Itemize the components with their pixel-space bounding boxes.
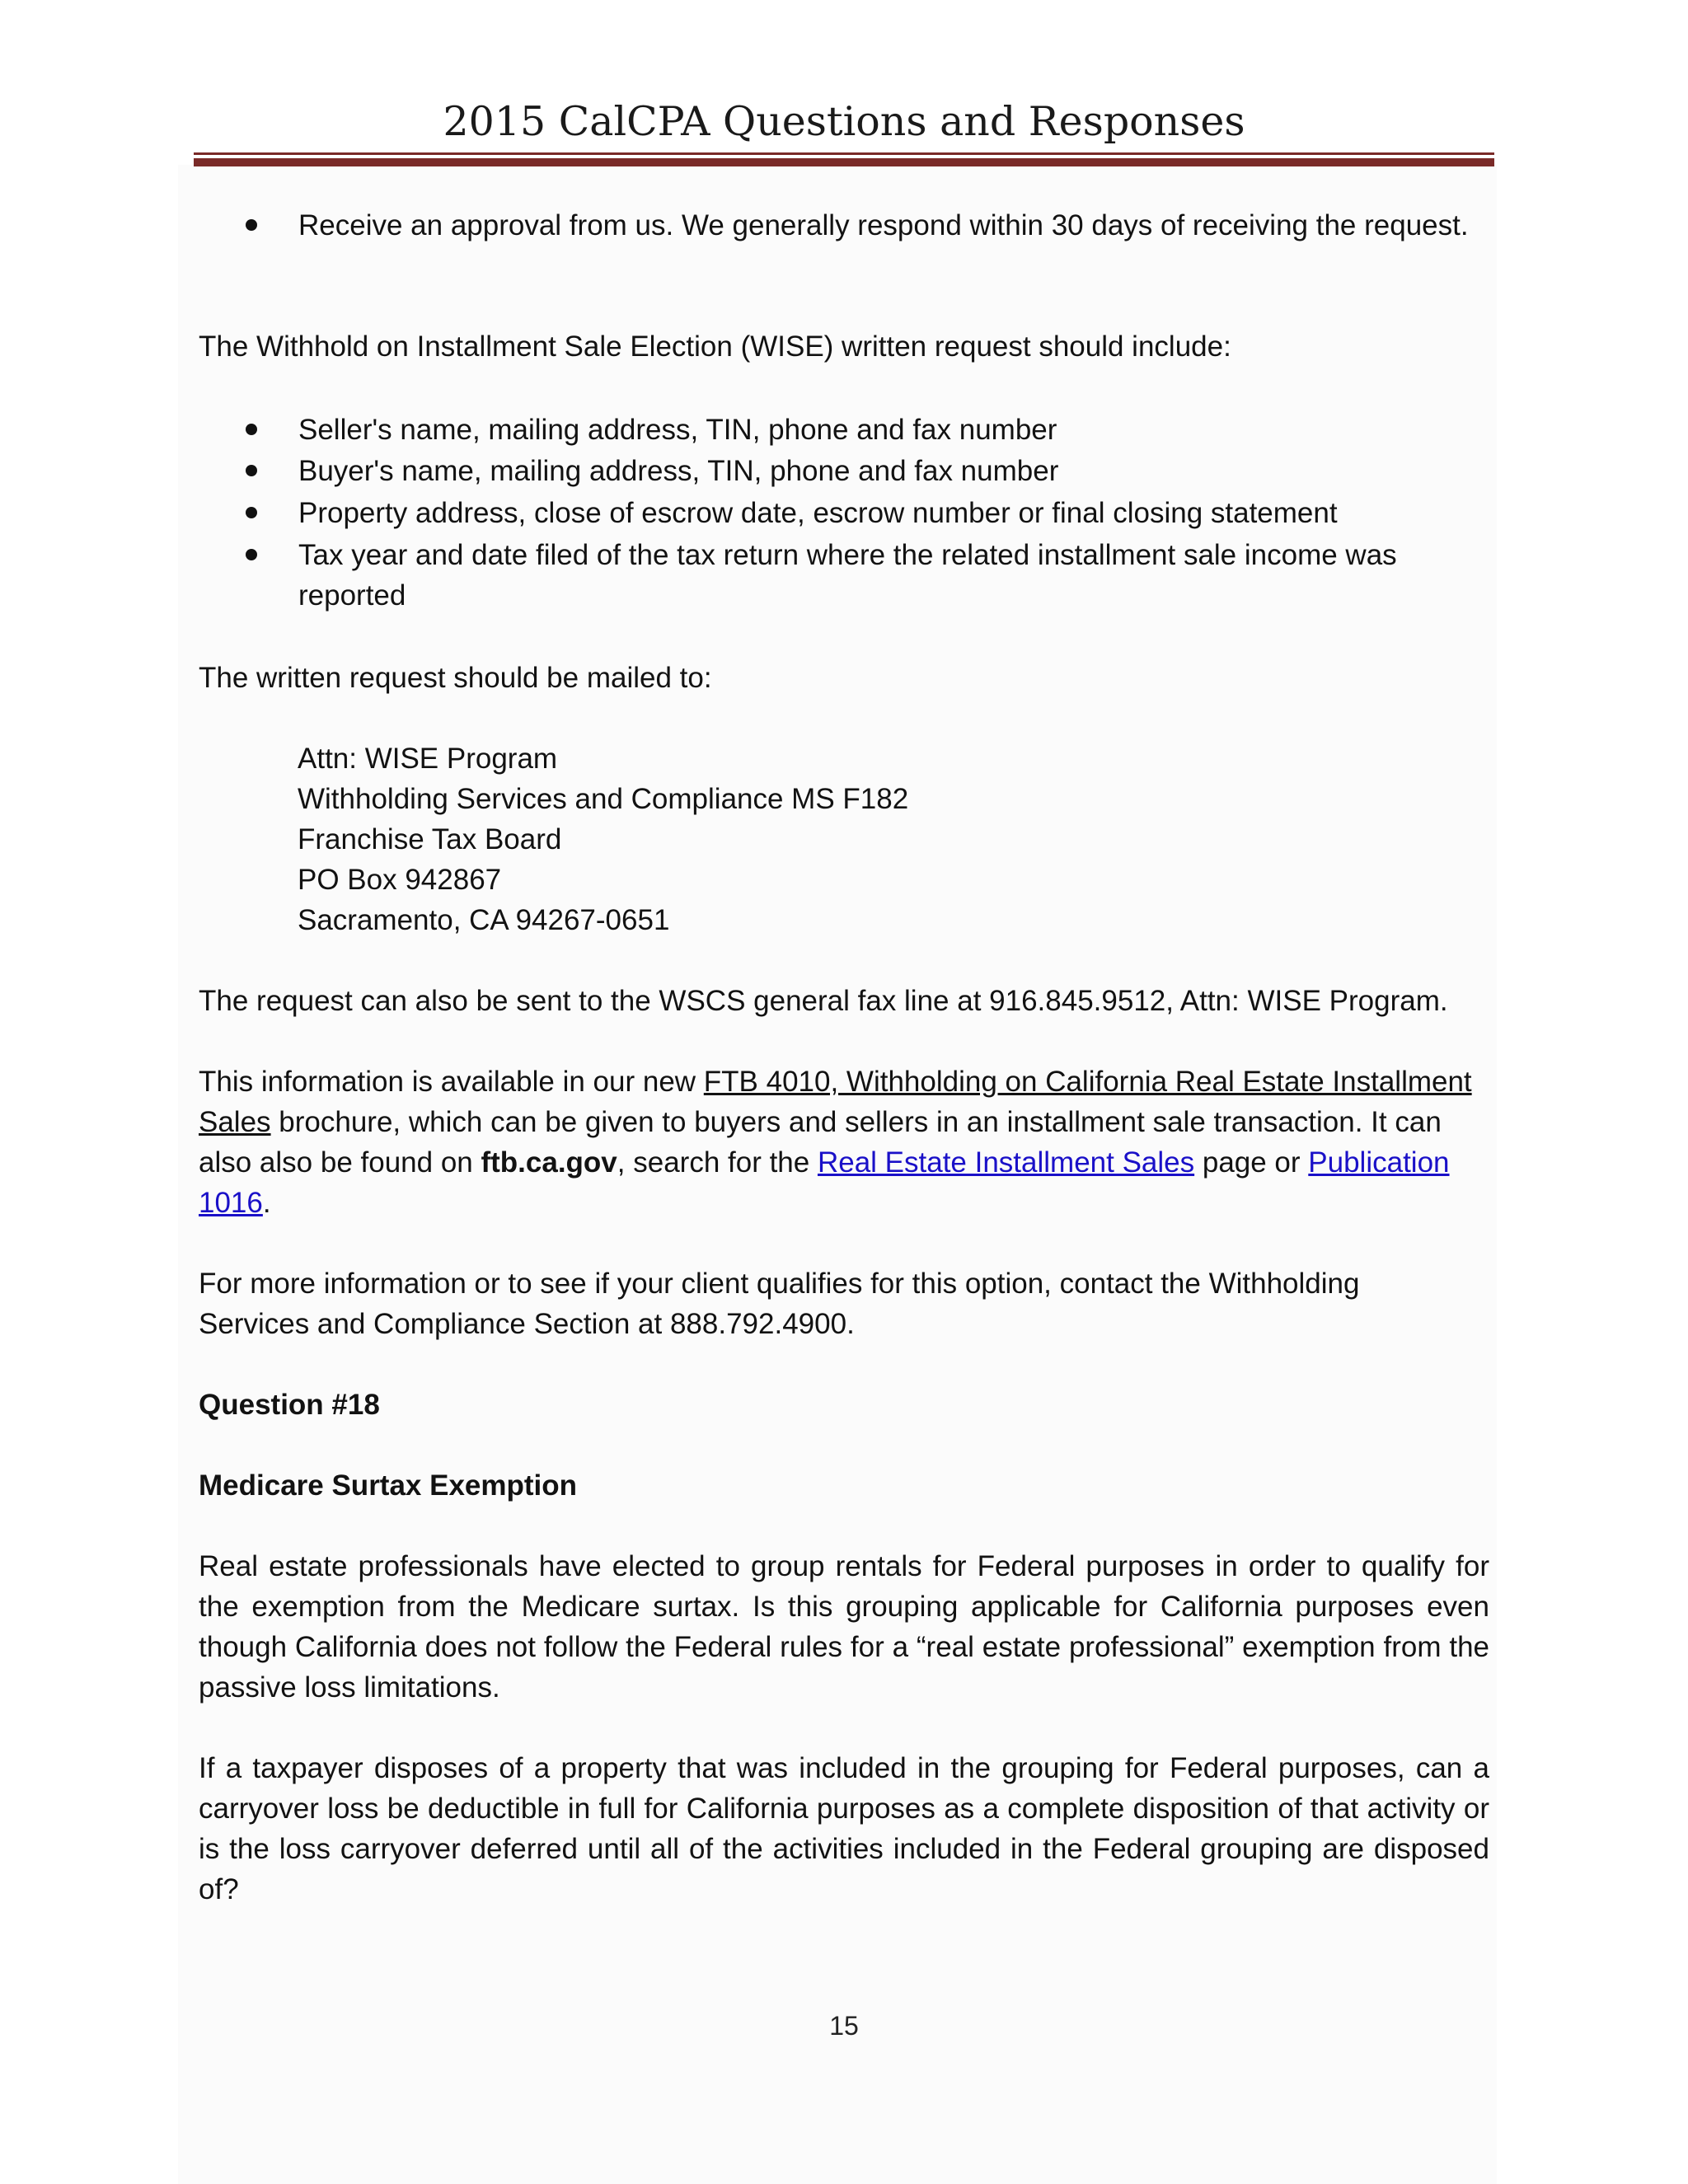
wise-intro-paragraph: The Withhold on Installment Sale Election (WISE) written request should include: — [199, 330, 1231, 363]
brochure-title: FTB 4010, Withholding on California Real Estate Installment Sales — [199, 1066, 1472, 1138]
info-text: , search for the — [617, 1146, 818, 1179]
question-title-heading: Medicare Surtax Exemption — [199, 1469, 578, 1502]
bullet-icon — [246, 424, 257, 435]
bullet-text: Property address, close of escrow date, escrow number or final closing statement — [298, 497, 1338, 529]
question-paragraph-1: Real estate professionals have elected to group rentals for Federal purposes in order to qualify for the exemption from the Medicare surtax. Is this grouping applicable for California purposes even though California does not follow the Federal rules for a “real estate professional” exemption from the passive loss limitations. — [199, 1550, 1489, 1704]
bullet-text: Tax year and date filed of the tax return where the related installment sale income was reported — [298, 539, 1397, 612]
website-text: ftb.ca.gov — [481, 1146, 617, 1179]
page-header-title: 2015 CalCPA Questions and Responses — [443, 98, 1245, 145]
address-line: PO Box 942867 — [298, 864, 502, 896]
bullet-icon — [246, 219, 257, 231]
bullet-icon — [246, 465, 257, 476]
fax-paragraph: The request can also be sent to the WSCS general fax line at 916.845.9512, Attn: WISE Program. — [199, 985, 1448, 1017]
bullet-text: Seller's name, mailing address, TIN, phone and fax number — [298, 414, 1057, 446]
bullet-text: Receive an approval from us. We generally respond within 30 days of receiving the request. — [298, 209, 1469, 241]
info-text: . — [262, 1187, 271, 1219]
real-estate-installment-sales-link[interactable]: Real Estate Installment Sales — [817, 1146, 1195, 1179]
contact-paragraph: For more information or to see if your client qualifies for this option, contact the Withholding Services and Compliance Section at 888.792.4900. — [199, 1268, 1360, 1340]
info-text: This information is available in our new — [199, 1066, 704, 1098]
address-line: Withholding Services and Compliance MS F182 — [298, 783, 909, 815]
publication-1016-link[interactable]: Publication 1016 — [199, 1146, 1450, 1219]
info-paragraph — [199, 1062, 1484, 1223]
bullet-icon — [246, 549, 257, 560]
address-line: Sacramento, CA 94267-0651 — [298, 904, 670, 936]
page-number: 15 — [829, 2011, 859, 2041]
question-number-heading: Question #18 — [199, 1389, 380, 1421]
address-line: Attn: WISE Program — [298, 743, 558, 775]
info-text: brochure, which can be given to buyers and sellers in an installment sale transaction. It can also also be found on — [199, 1106, 1442, 1179]
bullet-icon — [246, 507, 257, 518]
address-line: Franchise Tax Board — [298, 823, 562, 855]
question-paragraph-2: If a taxpayer disposes of a property that was included in the grouping for Federal purposes, can a carryover loss be deductible in full for California purposes as a complete disposition of that activity or is the loss carryover deferred until all of the activities included in the Federal grouping are disposed of? — [199, 1752, 1489, 1905]
info-text: page or — [1194, 1146, 1309, 1179]
header-rule-thin — [194, 152, 1494, 155]
bullet-text: Buyer's name, mailing address, TIN, phone and fax number — [298, 455, 1059, 487]
mail-intro-paragraph: The written request should be mailed to: — [199, 662, 712, 694]
header-rule-thick — [194, 158, 1494, 166]
